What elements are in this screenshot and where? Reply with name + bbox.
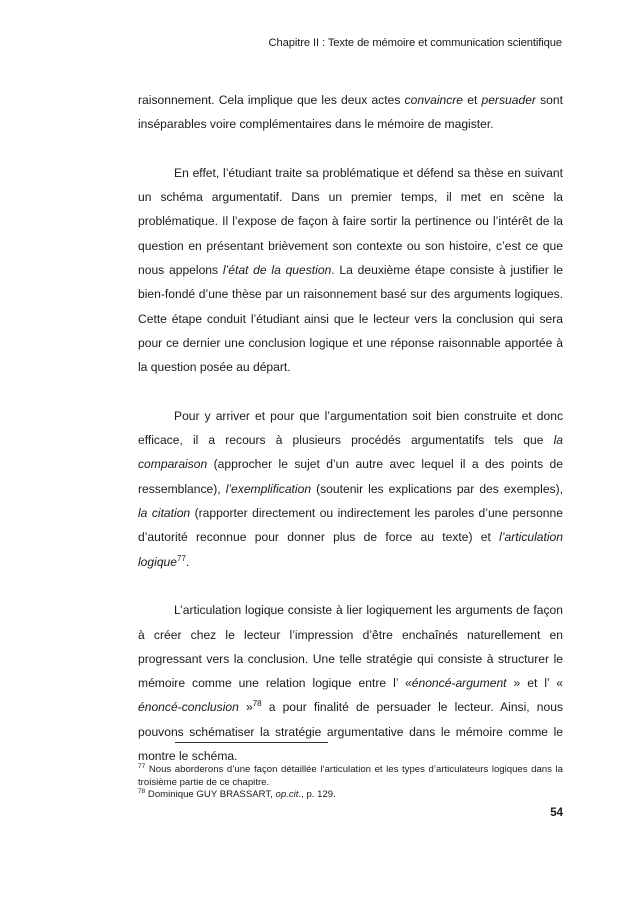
footnote-number: 78 <box>138 787 146 795</box>
text: » <box>238 700 253 715</box>
emphasis: la comparaison <box>138 433 563 472</box>
body-text <box>138 88 563 768</box>
footnote-text: , p. 129. <box>301 789 336 800</box>
emphasis: l’articulation logique <box>138 530 563 569</box>
footnote-ref-78[interactable]: 78 <box>252 699 262 709</box>
text: En effet, l’étudiant traite sa problématique et défend sa thèse en suivant un schéma argumentatif. Dans un premier temps, il met en scène la problématique. Il l’expose de façon à faire sortir la pertinence ou l’intérêt de la question en présentant brièvement son contexte ou son histoire, c’est ce que nous appelons <box>138 165 563 278</box>
page-number: 54 <box>550 807 563 819</box>
emphasis: l’état de la question <box>222 263 332 278</box>
text: et <box>463 93 482 107</box>
emphasis: l’exemplification <box>225 481 312 496</box>
text: . La deuxième étape consiste à justifier le bien-fondé d’une thèse par un raisonnement basé sur des arguments logiques. Cette étape conduit l’étudiant ainsi que le lecteur vers la conclusion qui sera pour ce dernier une conclusion logique et une réponse raisonnable apportée à la question posée au départ. <box>138 263 563 375</box>
text: raisonnement. Cela implique que les deux actes <box>138 93 405 107</box>
text: (approcher le sujet d’un autre avec lequel il a des points de ressemblance), <box>138 457 563 496</box>
footnotes <box>138 764 563 802</box>
running-header: Chapitre II : Texte de mémoire et communication scientifique <box>268 37 562 49</box>
text: Pour y arriver et pour que l’argumentation soit bien construite et donc efficace, il a recours à plusieurs procédés argumentatifs tels que <box>138 408 563 448</box>
emphasis: convaincre <box>404 93 464 107</box>
footnote-text: Dominique GUY BRASSART, <box>145 789 276 800</box>
footnote-78 <box>138 789 563 802</box>
text: a pour finalité de persuader le lecteur. Ainsi, nous pouvons schématiser la stratégie argumentative dans le mémoire comme le montre le schéma. <box>138 700 563 764</box>
emphasis: énoncé-conclusion <box>138 700 239 715</box>
footnote-number: 77 <box>138 762 146 770</box>
footnote-text: Nous aborderons d’une façon détaillée l’articulation et les types d’articulateurs logiques dans la troisième partie de ce chapitre. <box>138 764 563 788</box>
text: sont inséparables voire complémentaires dans le mémoire de magister. <box>138 93 563 132</box>
footnote-ref-77[interactable]: 77 <box>177 553 186 563</box>
paragraph-3 <box>138 404 563 574</box>
emphasis: la citation <box>138 506 191 521</box>
footnote-separator <box>175 742 328 743</box>
paragraph-1 <box>138 88 563 137</box>
paragraph-2 <box>138 161 563 380</box>
text: » et l’ « <box>506 676 564 691</box>
footnote-emphasis: op.cit. <box>275 789 302 800</box>
footnote-77 <box>138 764 563 789</box>
emphasis: énoncé-argument <box>411 676 507 691</box>
emphasis: persuader <box>481 93 536 107</box>
text: L’articulation logique consiste à lier logiquement les arguments de façon à créer chez le lecteur l’impression d’être enchaînés naturellement en progressant vers la conclusion. Une telle stratégie qui consiste à structurer le mémoire comme une relation logique entre l’ « <box>138 603 563 691</box>
text: (rapporter directement ou indirectement les paroles d’une personne d’autorité reconnue pour donner plus de force au texte) et <box>138 506 563 545</box>
text: (soutenir les explications par des exemples), <box>311 481 563 496</box>
text: . <box>185 554 190 569</box>
